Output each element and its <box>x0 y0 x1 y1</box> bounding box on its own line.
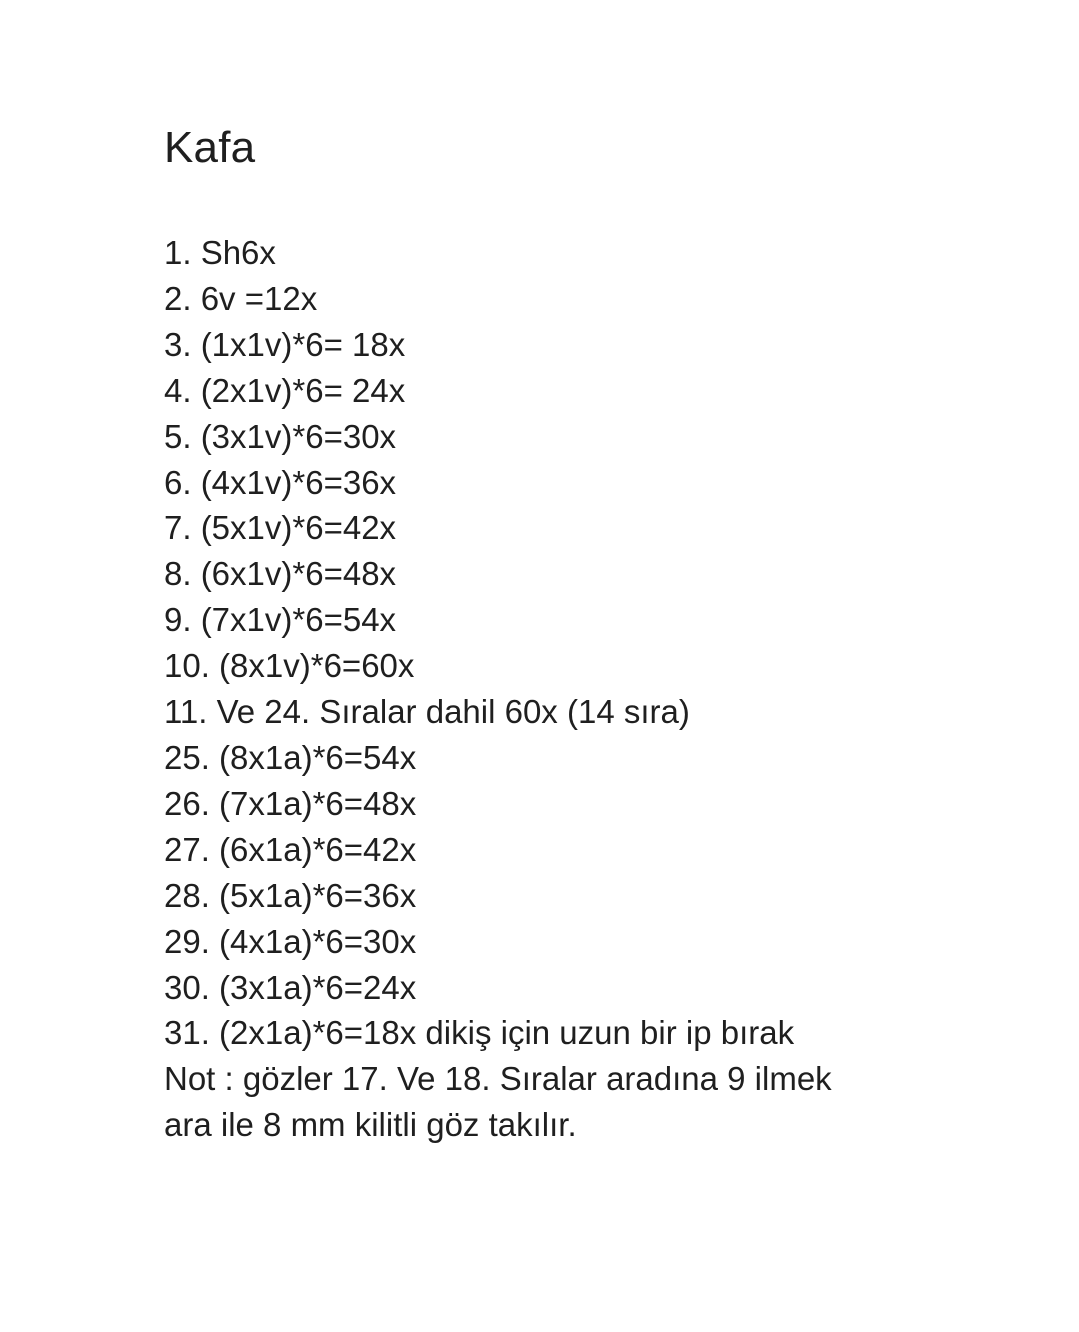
pattern-line: 9. (7x1v)*6=54x <box>164 601 397 639</box>
pattern-line: 4. (2x1v)*6= 24x <box>164 371 406 409</box>
pattern-line: 31. (2x1a)*6=18x dikiş için uzun bir ip bırak <box>164 1014 795 1052</box>
pattern-line: 2. 6v =12x <box>164 279 318 317</box>
pattern-lines <box>164 230 1024 1148</box>
pattern-line: 5. (3x1v)*6=30x <box>164 417 397 455</box>
pattern-line: 10. (8x1v)*6=60x <box>164 647 415 685</box>
note-line: Not : gözler 17. Ve 18. Sıralar aradına 9 ilmek <box>164 1060 832 1098</box>
pattern-line: 27. (6x1a)*6=42x <box>164 830 417 868</box>
pattern-line: 25. (8x1a)*6=54x <box>164 738 417 776</box>
document-title: Kafa <box>164 123 256 172</box>
pattern-line: 28. (5x1a)*6=36x <box>164 876 417 914</box>
pattern-line: 26. (7x1a)*6=48x <box>164 784 417 822</box>
pattern-line: 30. (3x1a)*6=24x <box>164 968 417 1006</box>
pattern-line: 11. Ve 24. Sıralar dahil 60x (14 sıra) <box>164 693 690 731</box>
document <box>164 118 1024 1148</box>
pattern-line: 1. Sh6x <box>164 234 276 271</box>
pattern-line: 3. (1x1v)*6= 18x <box>164 325 406 363</box>
pattern-line: 7. (5x1v)*6=42x <box>164 509 397 547</box>
pattern-line: 6. (4x1v)*6=36x <box>164 463 397 501</box>
note-line: ara ile 8 mm kilitli göz takılır. <box>164 1106 577 1144</box>
pattern-line: 8. (6x1v)*6=48x <box>164 555 397 593</box>
pattern-line: 29. (4x1a)*6=30x <box>164 922 417 960</box>
